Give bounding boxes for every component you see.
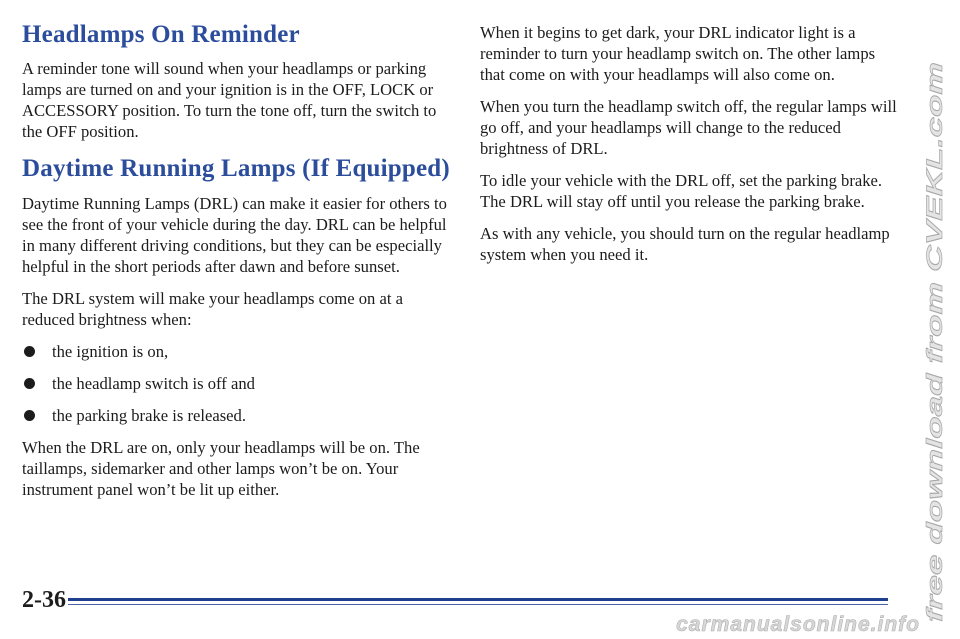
left-column [22, 20, 458, 511]
side-watermark-svg [908, 0, 960, 639]
paragraph-drl-on-lamps: When the DRL are on, only your headlamps will be on. The taillamps, sidemarker and other lamps won’t be on. Your instrument panel won’t be lit up either. [22, 438, 420, 499]
paragraph-idle-vehicle: To idle your vehicle with the DRL off, set the parking brake. The DRL will stay off until you release the parking brake. [480, 171, 883, 211]
heading-headlamps-on-reminder: Headlamps On Reminder [22, 21, 300, 48]
bottom-watermark: carmanualsonline.info [676, 613, 920, 636]
right-column [480, 22, 900, 276]
bullet-icon [24, 410, 35, 421]
side-watermark-text: free download from CVEKL.com [922, 285, 947, 622]
list-item-text: the parking brake is released. [52, 406, 246, 425]
list-item-text: the headlamp switch is off and [52, 374, 255, 393]
list-item [22, 405, 458, 426]
paragraph-drl-conditions: The DRL system will make your headlamps come on at a reduced brightness when: [22, 289, 403, 329]
footer-rule-thin [68, 604, 888, 605]
heading-daytime-running-lamps: Daytime Running Lamps (If Equipped) [22, 155, 450, 182]
list-item-text: the ignition is on, [52, 342, 169, 361]
paragraph-reminder-tone: A reminder tone will sound when your headlamps or parking lamps are turned on and your ignition is in the OFF, LOCK or ACCESSORY position. To turn the tone off, turn the switch to the OFF position. [22, 59, 437, 141]
paragraph-regular-system: As with any vehicle, you should turn on the regular headlamp system when you need it. [480, 224, 890, 264]
paragraph-switch-off: When you turn the headlamp switch off, the regular lamps will go off, and your headlamps will change to the reduced brightness of DRL. [480, 97, 897, 158]
list-item [22, 373, 458, 394]
paragraph-drl-indicator: When it begins to get dark, your DRL indicator light is a reminder to turn your headlamp switch on. The other lamps that come on with your headlamps will also come on. [480, 23, 876, 84]
footer-rule [68, 598, 888, 601]
bullet-icon [24, 346, 35, 357]
condition-list [22, 341, 458, 426]
list-item [22, 341, 458, 362]
page-number: 2-36 [22, 587, 66, 613]
paragraph-drl-intro: Daytime Running Lamps (DRL) can make it easier for others to see the front of your vehicle during the day. DRL can be helpful in many different driving conditions, but they can be especially helpful in the short periods after dawn and before sunset. [22, 194, 447, 276]
side-watermark [908, 0, 960, 639]
bullet-icon [24, 378, 35, 389]
